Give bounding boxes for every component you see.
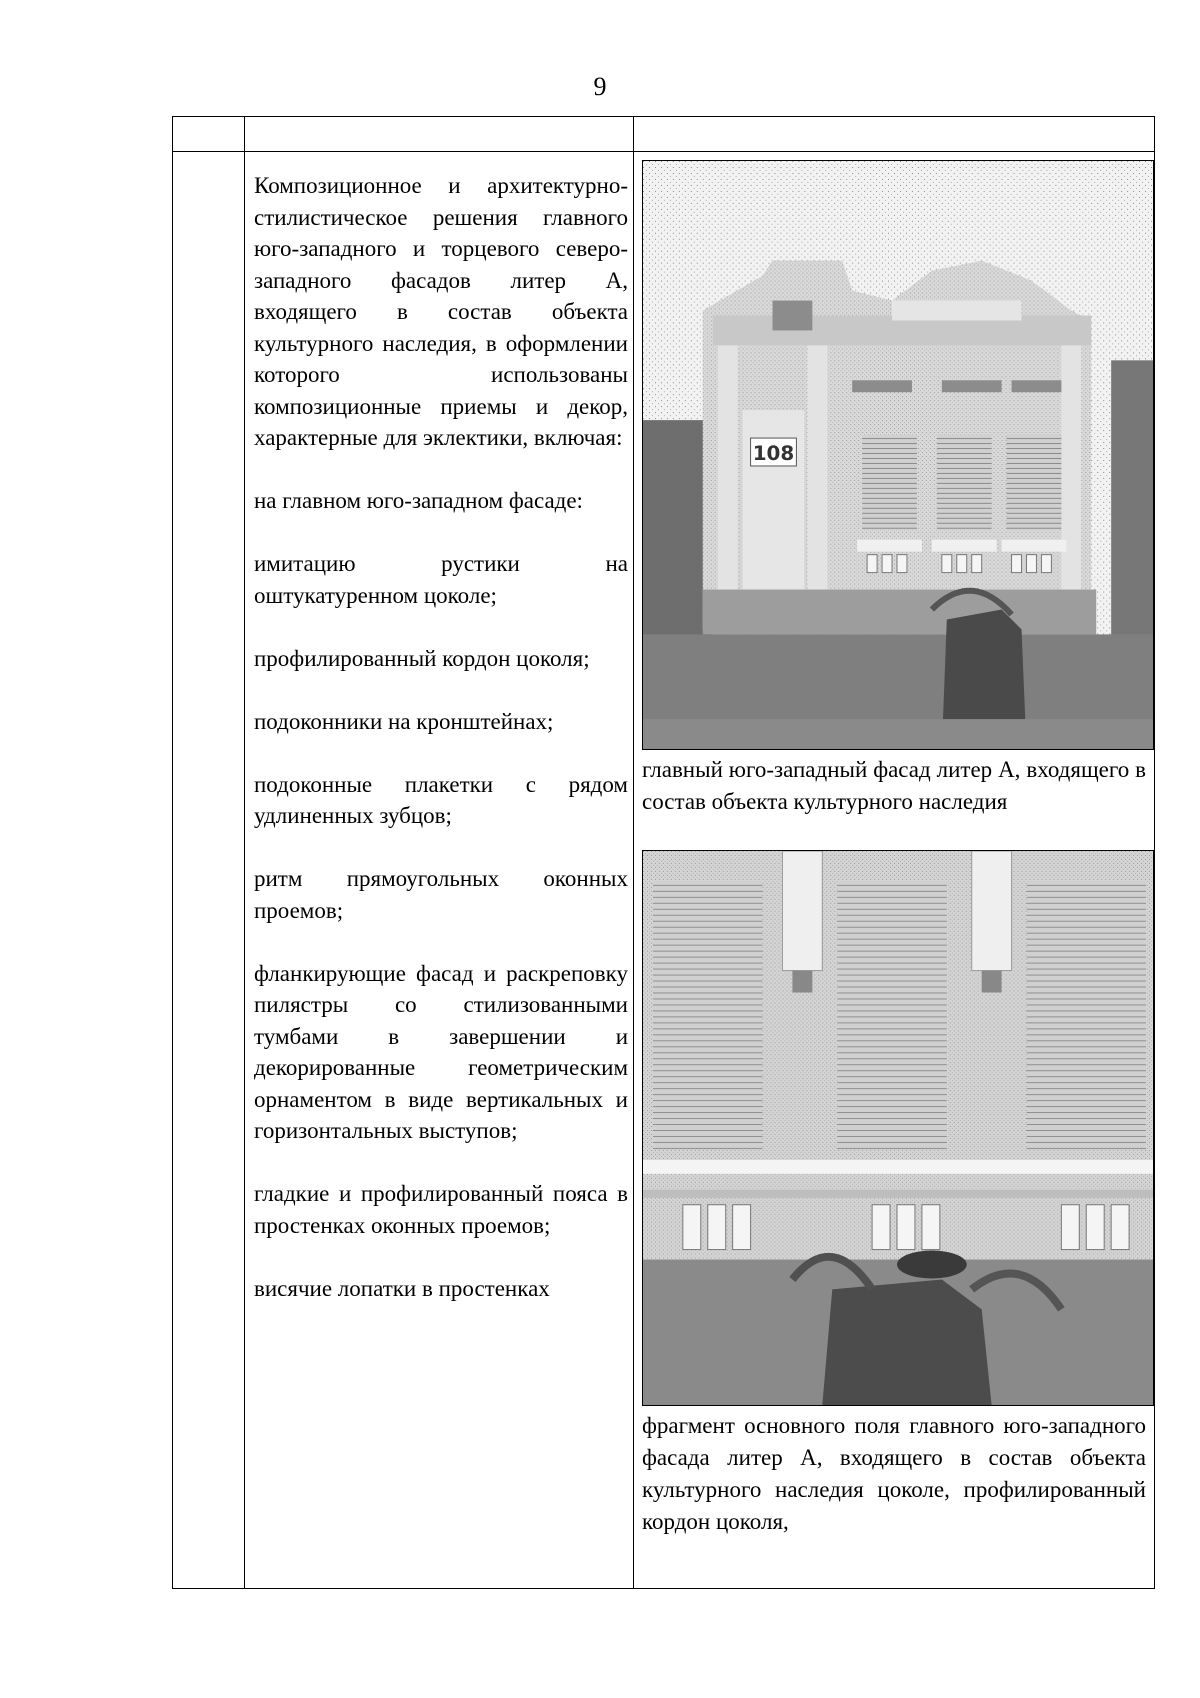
- facade-photo-2: [642, 850, 1154, 1406]
- list-item: висячие лопатки в простенках: [254, 1275, 550, 1301]
- intro-paragraph: Композиционное и архитектурно-стилистическое решения главного юго-западного и торцевого северо-западного фасадов литер А, входящего в состав объекта культурного наследия, в оформлении которого использованы композиционные приемы и декор, характерные для эклектики, включая:: [254, 173, 628, 450]
- header-cell-2: [245, 117, 634, 152]
- list-item: подоконники на кронштейнах;: [254, 708, 554, 734]
- photos-cell: [634, 152, 1155, 1589]
- list-item: ритм прямоугольных оконных проемов;: [254, 866, 628, 923]
- description-text: [245, 152, 633, 1588]
- section-heading: на главном юго-западном фасаде:: [254, 488, 583, 513]
- facade-photo-1: [642, 160, 1154, 750]
- photo-2-caption: фрагмент основного поля главного юго-западного фасада литер А, входящего в состав объекта культурного наследия цоколе, профилированный кордон цоколя,: [642, 1413, 1146, 1534]
- list-item: фланкирующие фасад и раскреповку пилястры со стилизованными тумбами в завершении и декорированные геометрическим орнаментом в виде вертикальных и горизонтальных выступов;: [254, 960, 628, 1143]
- photos-column: [634, 152, 1154, 1588]
- building-facade-image: [643, 161, 1153, 749]
- facade-fragment-image: [643, 851, 1153, 1405]
- house-number-plate: 108: [752, 441, 795, 465]
- table-content-row: [173, 152, 1155, 1589]
- description-cell: [245, 152, 634, 1589]
- photo-1-caption: главный юго-западный фасад литер А, входящего в состав объекта культурного наследия: [642, 757, 1146, 814]
- document-table: [172, 116, 1155, 1589]
- header-cell-1: [173, 117, 245, 152]
- number-cell: [173, 152, 245, 1589]
- list-item: профилированный кордон цоколя;: [254, 645, 590, 671]
- table-header-row: [173, 117, 1155, 152]
- list-item: гладкие и профилированный пояса в простенках оконных проемов;: [254, 1181, 628, 1238]
- list-item: подоконные плакетки с рядом удлиненных зубцов;: [254, 771, 628, 828]
- list-item: имитацию рустики на оштукатуренном цоколе;: [254, 551, 628, 608]
- page-number: 9: [593, 72, 607, 101]
- header-cell-3: [634, 117, 1155, 152]
